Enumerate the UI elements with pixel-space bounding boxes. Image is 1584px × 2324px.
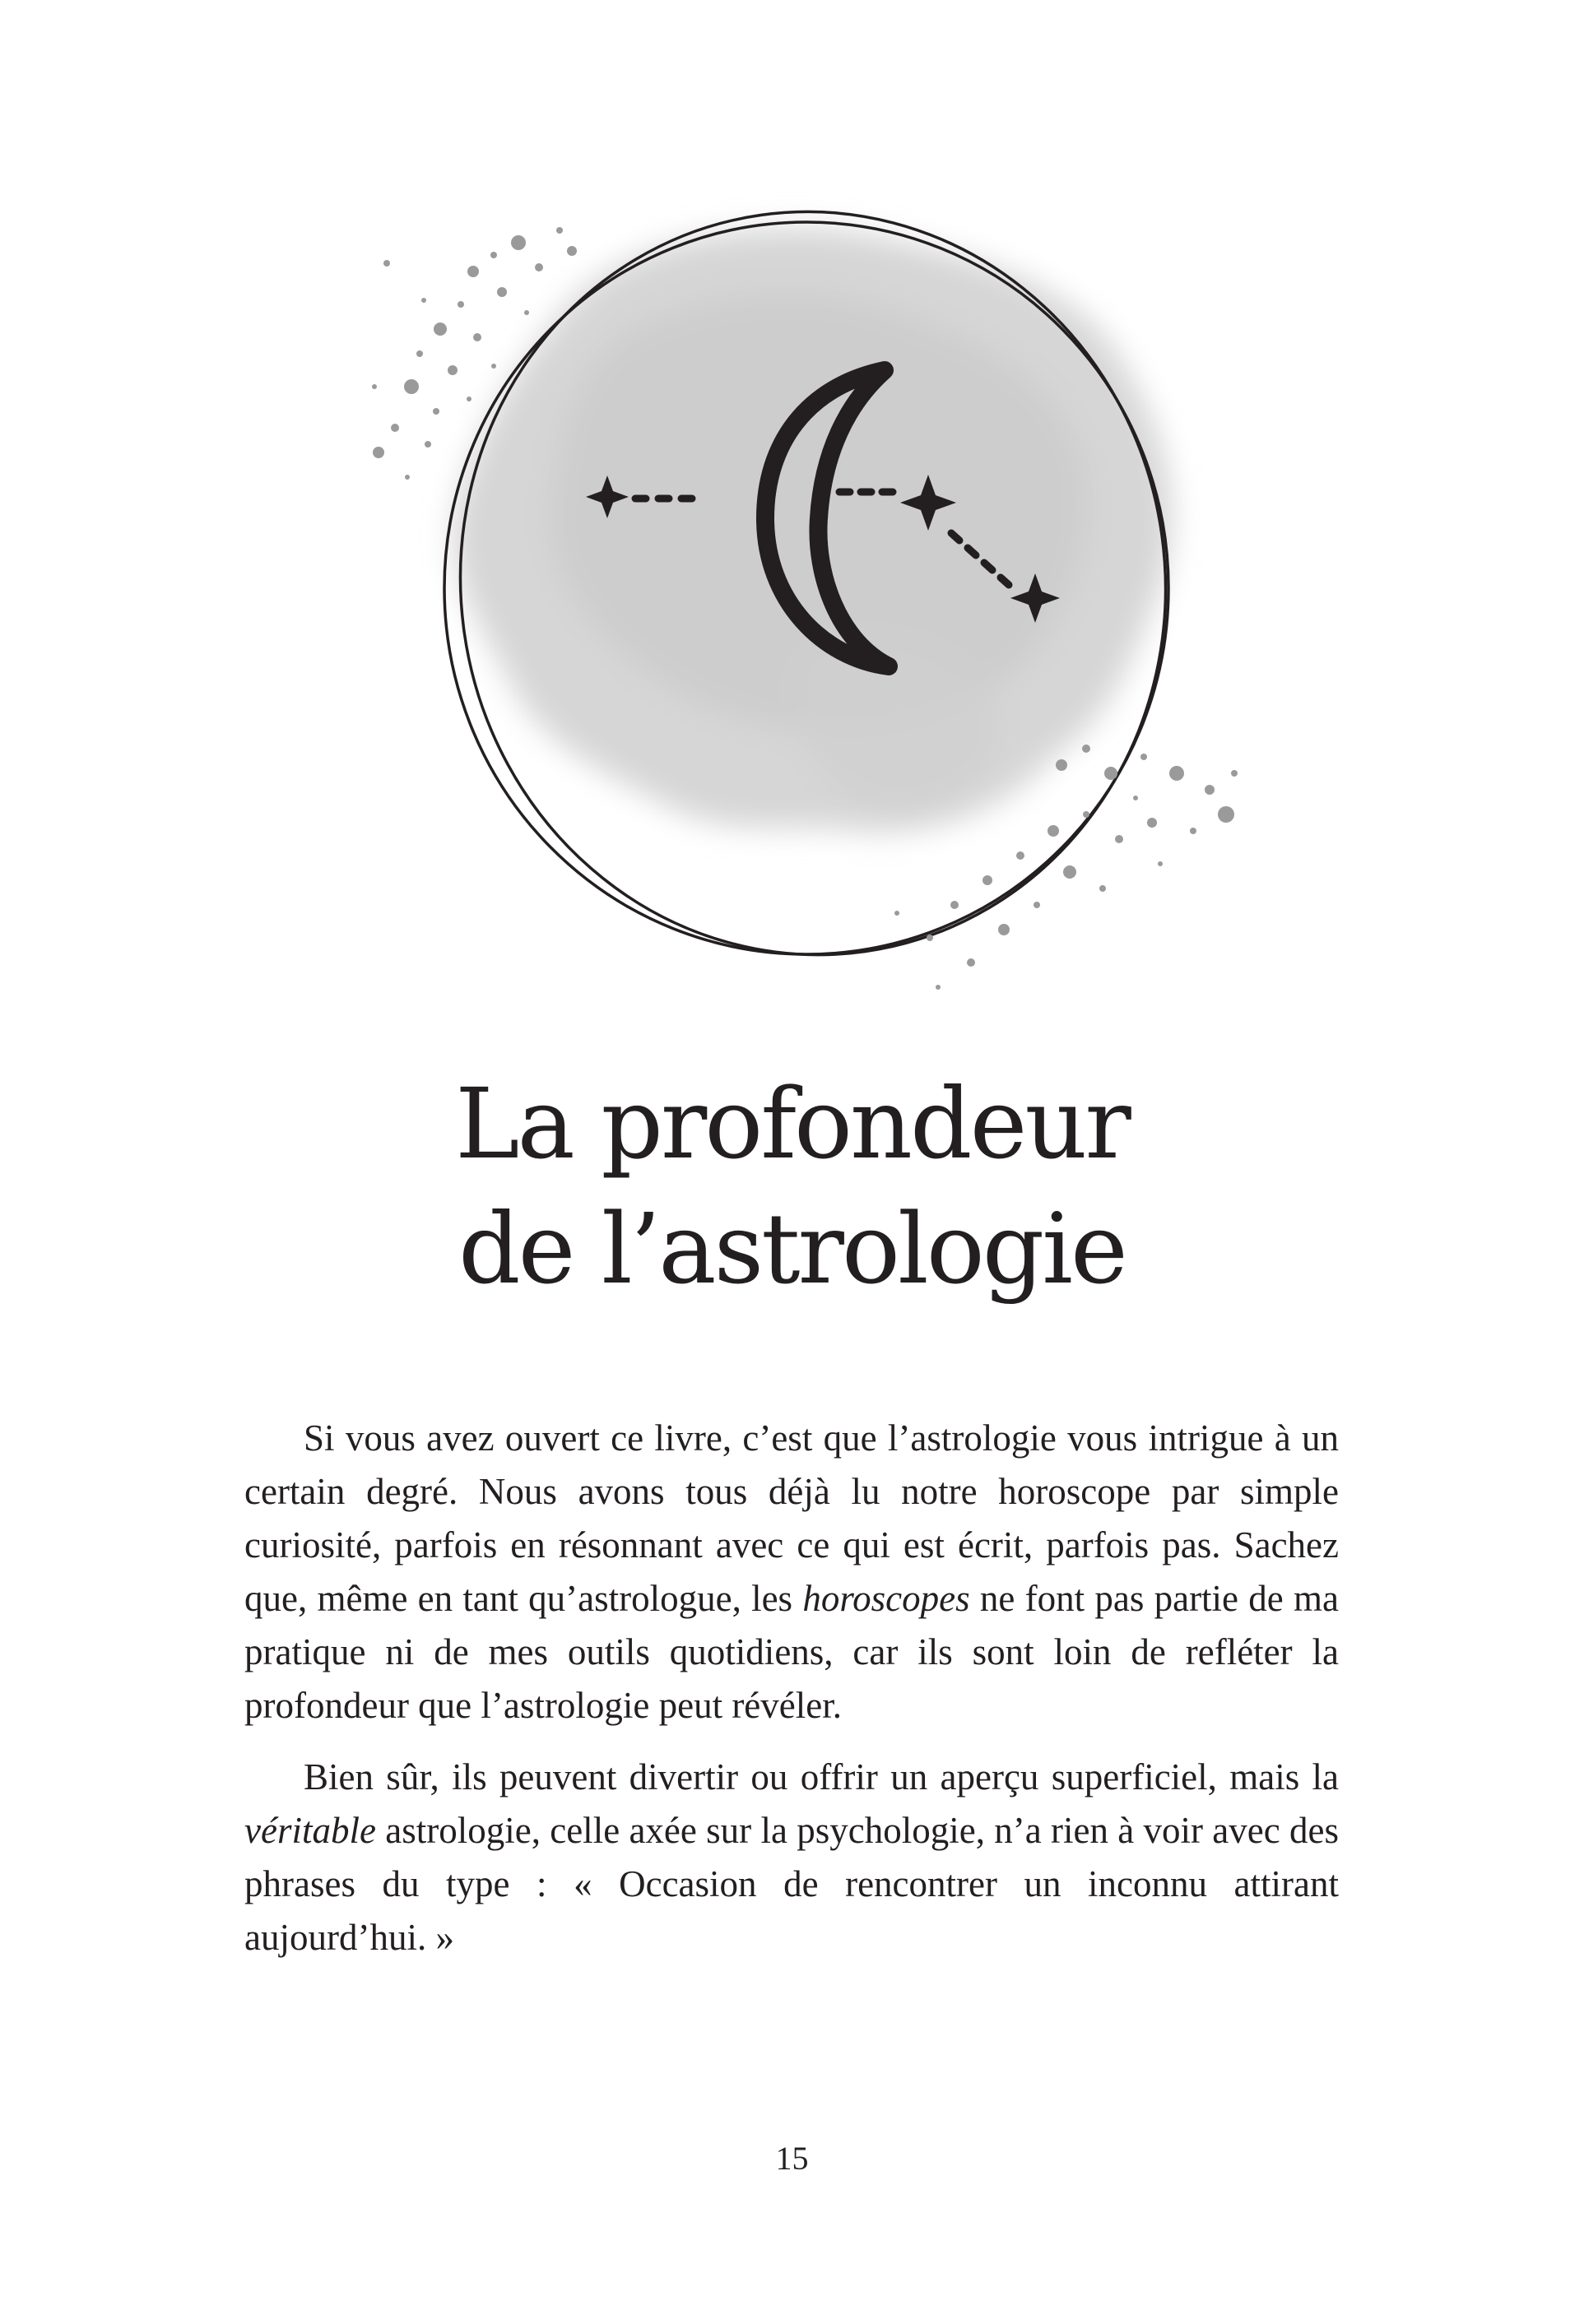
chapter-title-line-1: La profondeur bbox=[455, 1067, 1129, 1181]
paragraph-2 bbox=[244, 1751, 1339, 1964]
paragraph-1-emphasis: horoscopes bbox=[802, 1578, 970, 1619]
chapter-title-line-2: de l’astrologie bbox=[458, 1192, 1126, 1306]
paragraph-1 bbox=[244, 1412, 1339, 1733]
page-number: 15 bbox=[775, 2140, 809, 2177]
paragraph-2-text-a: Bien sûr, ils peuvent divertir ou offrir un aperçu superficiel, mais la bbox=[304, 1756, 1339, 1798]
body-text bbox=[244, 1412, 1339, 1983]
chapter-title bbox=[0, 1061, 1584, 1311]
moon-emblem bbox=[362, 181, 1251, 1004]
paragraph-1-text-a: Si vous avez ouvert ce livre, c’est que l’astrologie vous intrigue à un certain degré. Nous avons tous déjà lu notre horoscope par simple curiosité, parfois en résonnant avec ce qui est écrit, parfois pas. Sachez que, même en tant qu’astrologue, les bbox=[244, 1417, 1339, 1619]
paragraph-2-text-b: astrologie, celle axée sur la psychologie, n’a rien à voir avec des phrases du type : « Occasion de rencontrer un inconnu attirant aujourd’hui. » bbox=[244, 1810, 1339, 1958]
paragraph-1-text-b: ne font pas partie de ma pratique ni de mes outils quotidiens, car ils sont loin de refléter la profondeur que l’astrologie peut révéler. bbox=[244, 1578, 1339, 1726]
paragraph-2-emphasis: véritable bbox=[244, 1810, 376, 1851]
